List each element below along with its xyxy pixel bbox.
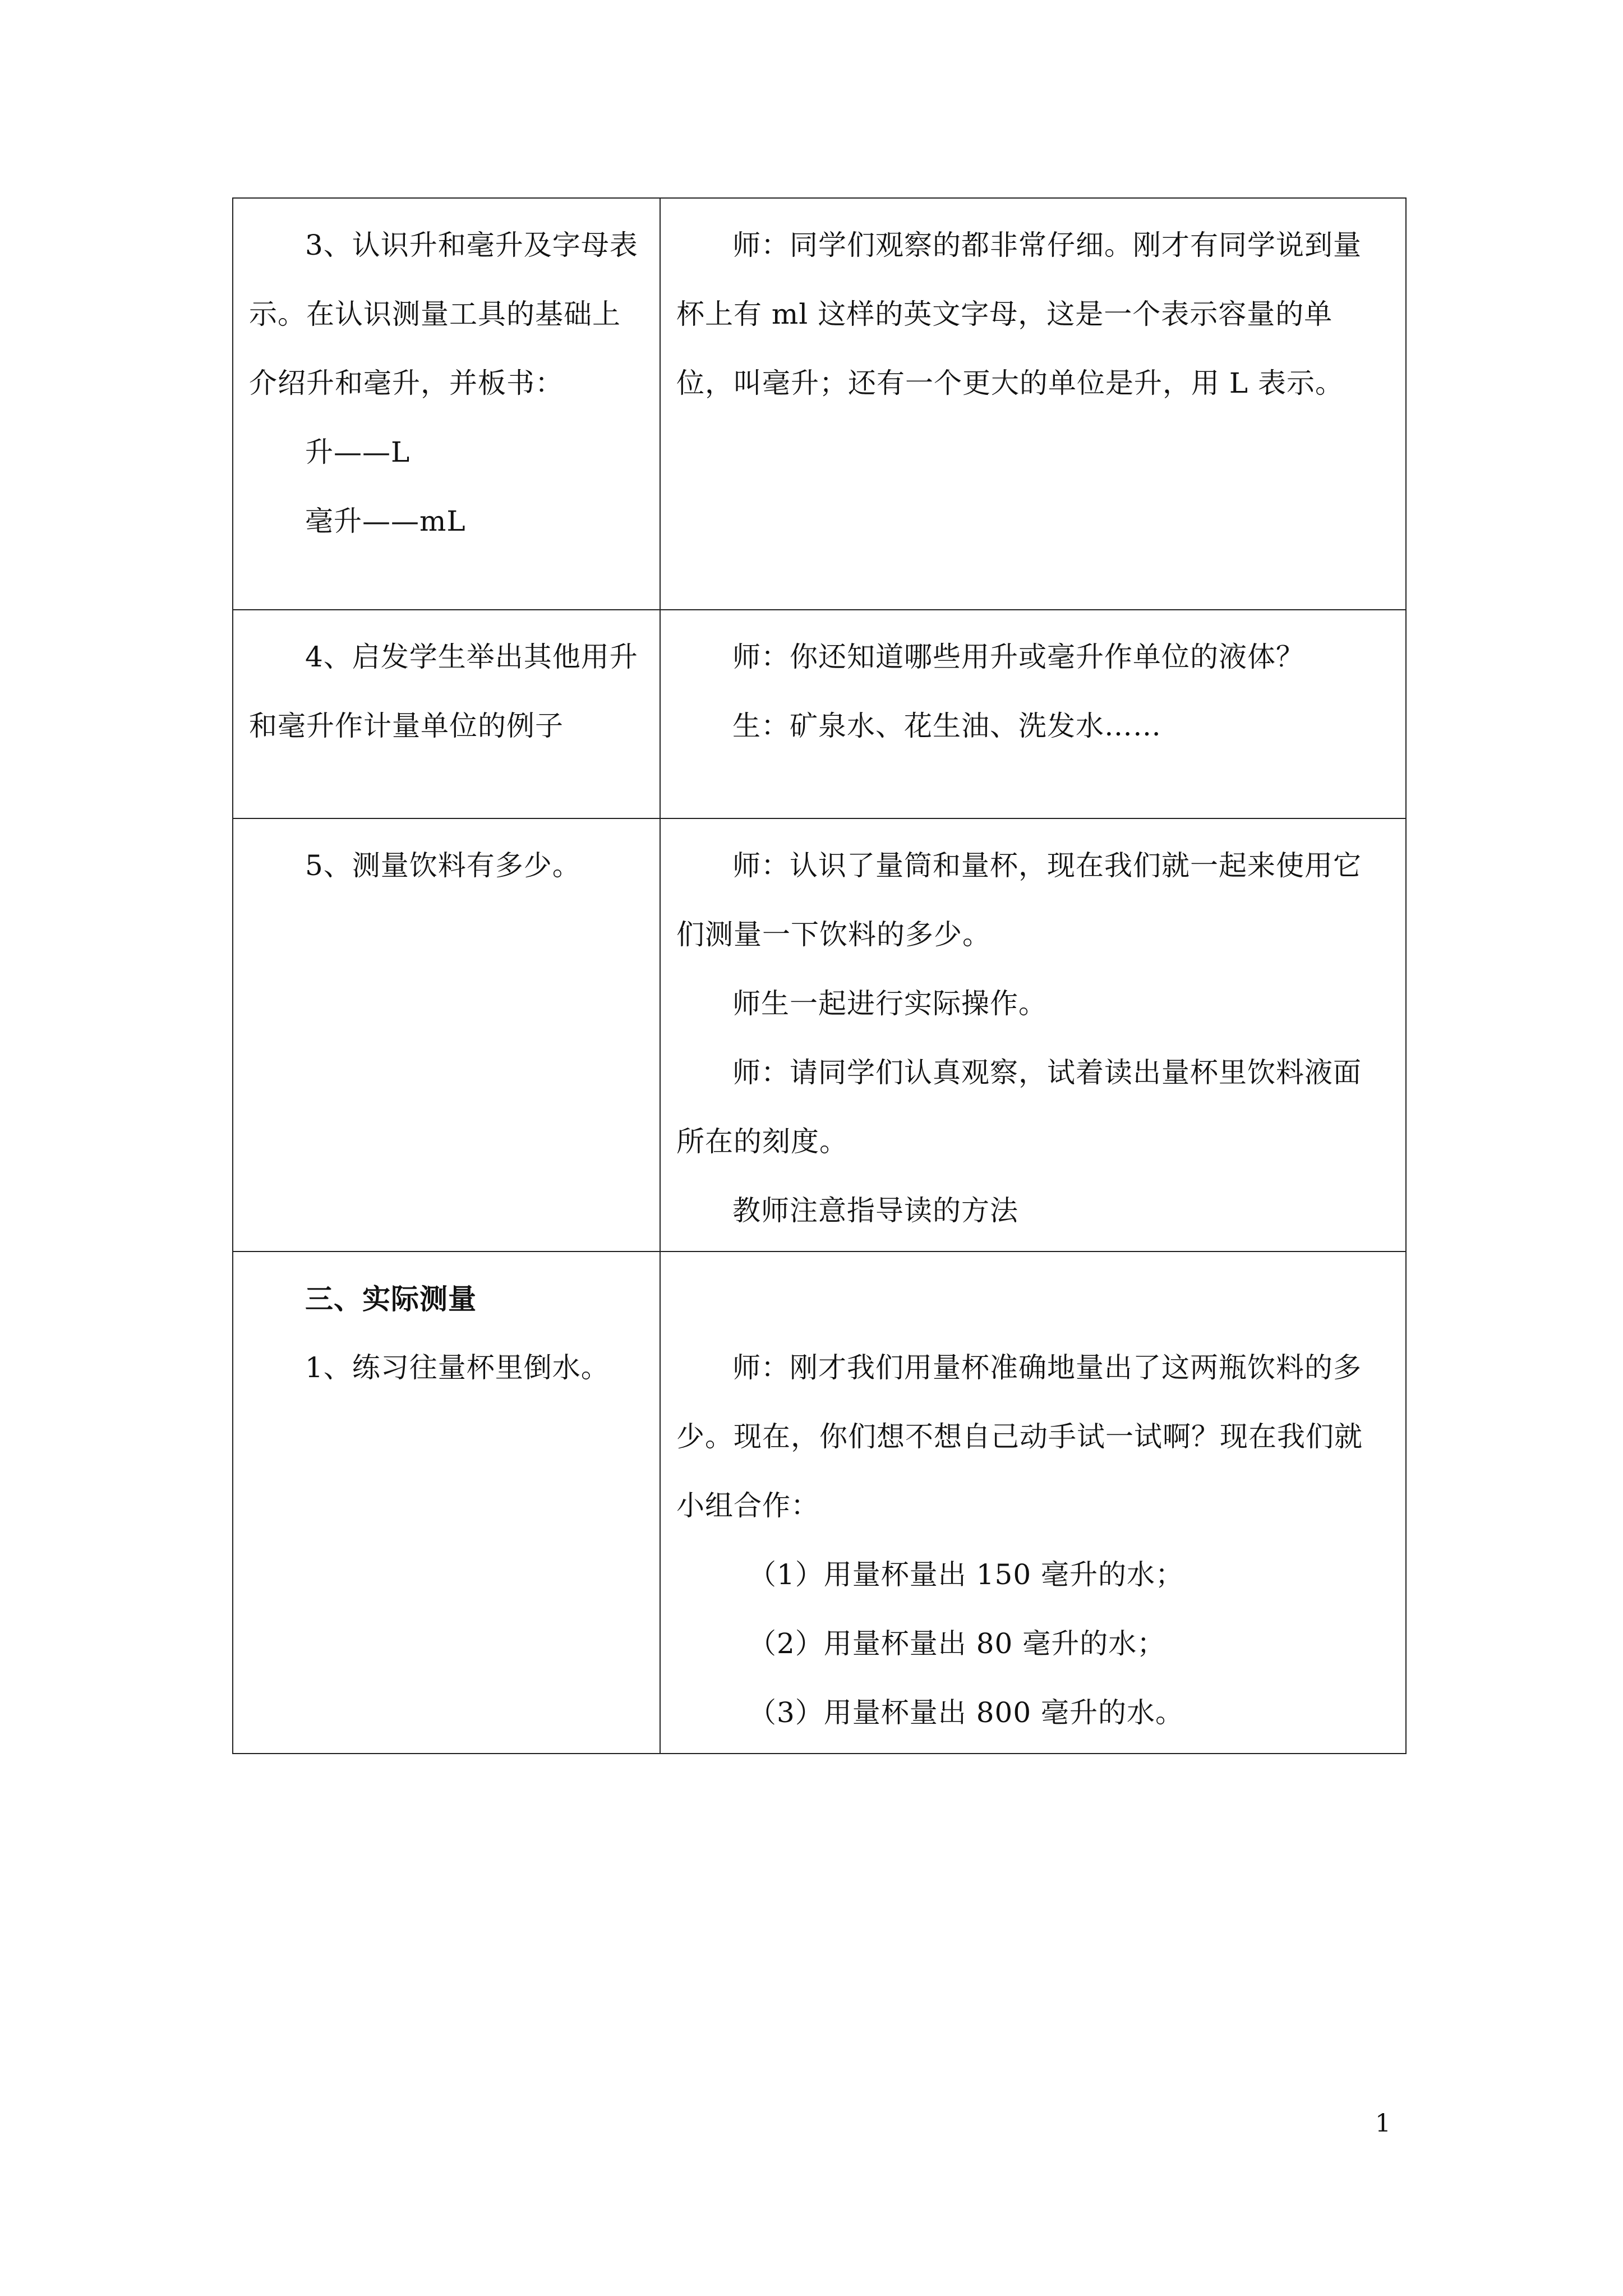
activity-text: 师：认识了量筒和量杯，现在我们就一起来使用它们测量一下饮料的多少。 [676, 849, 1362, 951]
task-item: （3）用量杯量出 800 毫升的水。 [748, 1696, 1184, 1729]
task-item: （2）用量杯量出 80 毫升的水； [748, 1627, 1166, 1660]
step-cell [233, 818, 660, 1251]
table-row [233, 818, 1406, 1251]
activity-cell [660, 610, 1406, 818]
activity-cell [660, 198, 1406, 610]
table-row [233, 1251, 1406, 1754]
activity-text: 师：同学们观察的都非常仔细。刚才有同学说到量杯上有 ml 这样的英文字母，这是一个表示容量的单位，叫毫升；还有一个更大的单位是升，用 L 表示。 [676, 229, 1362, 399]
activity-text: 教师注意指导读的方法 [732, 1194, 1018, 1227]
board-note-milliliter: 毫升——mL [305, 505, 466, 537]
step-cell [233, 610, 660, 818]
table-row [233, 198, 1406, 610]
board-note-liter: 升——L [305, 436, 411, 468]
activity-cell [660, 818, 1406, 1251]
step-text: 1、练习往量杯里倒水。 [305, 1351, 610, 1384]
page-number: 1 [1375, 2109, 1391, 2138]
table-row [233, 610, 1406, 818]
activity-text: 师：请同学们认真观察，试着读出量杯里饮料液面所在的刻度。 [676, 1056, 1362, 1158]
step-cell [233, 198, 660, 610]
step-text: 4、启发学生举出其他用升和毫升作计量单位的例子 [249, 641, 638, 742]
activity-text: 师：你还知道哪些用升或毫升作单位的液体？ [732, 641, 1304, 673]
lesson-plan-table [232, 197, 1407, 1754]
step-text: 5、测量饮料有多少。 [305, 849, 581, 882]
section-heading: 三、实际测量 [305, 1282, 477, 1315]
step-cell [233, 1251, 660, 1754]
activity-cell [660, 1251, 1406, 1754]
activity-text: 师：刚才我们用量杯准确地量出了这两瓶饮料的多少。现在，你们想不想自己动手试一试啊？现在我们就小组合作： [676, 1351, 1363, 1522]
activity-text: 生：矿泉水、花生油、洗发水…… [732, 710, 1161, 742]
step-text: 3、认识升和毫升及字母表示。在认识测量工具的基础上介绍升和毫升，并板书： [249, 229, 638, 399]
activity-text: 师生一起进行实际操作。 [732, 987, 1047, 1020]
task-item: （1）用量杯量出 150 毫升的水； [748, 1558, 1184, 1591]
